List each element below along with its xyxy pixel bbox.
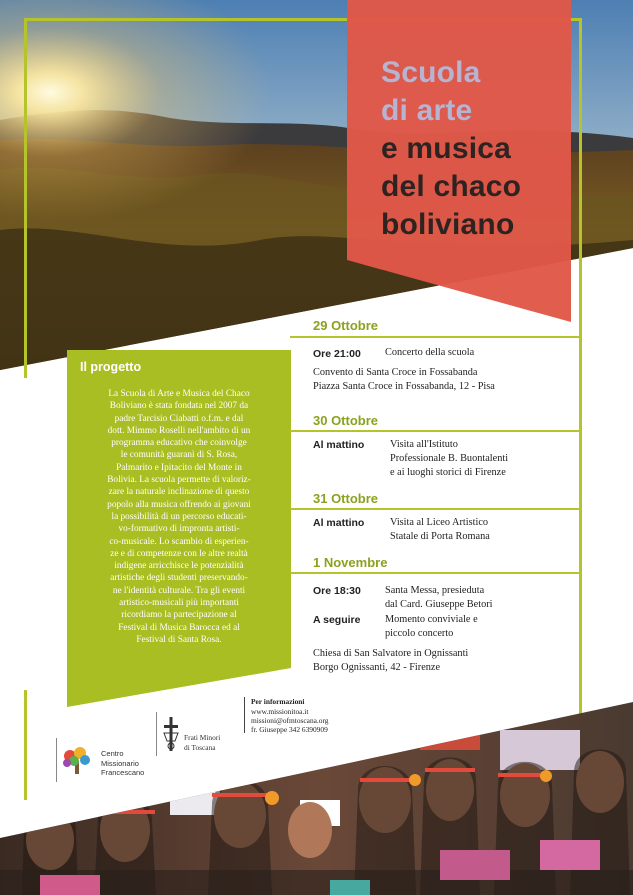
event-description-line-1: Visita all'Istituto: [390, 439, 458, 450]
event-description-line-2: dal Card. Giuseppe Betori: [385, 599, 493, 610]
event-time: Al mattino: [313, 517, 365, 529]
event-description-line-1: Santa Messa, presieduta: [385, 585, 485, 596]
event-description-line-2: Statale di Porta Romana: [390, 531, 490, 542]
title-line-4: del chaco: [381, 170, 522, 203]
date-rule: [290, 430, 580, 432]
event-time: Ore 18:30: [313, 585, 361, 597]
logo-divider: [56, 738, 57, 782]
cmf-tree-logo-icon: [62, 746, 92, 776]
frati-minori-emblem-icon: [162, 715, 180, 755]
cmf-logo-text: Centro Missionario Francescano: [101, 749, 145, 777]
title-line-1: Scuola: [381, 56, 481, 89]
logo-divider: [156, 712, 157, 756]
event-location-line-1: Convento di Santa Croce in Fossabanda: [313, 367, 478, 378]
event-description-line-3: e ai luoghi storici di Firenze: [390, 467, 506, 478]
event-location-line-2: Borgo Ognissanti, 42 - Firenze: [313, 662, 441, 673]
event-location-line-1: Chiesa di San Salvatore in Ognissanti: [313, 648, 469, 659]
event-description-line-1: Momento conviviale e: [385, 614, 478, 625]
frati-minori-logo-text: Frati Minori di Toscana: [184, 733, 221, 752]
date-30-ottobre: 30 Ottobre: [313, 413, 379, 428]
date-1-novembre: 1 Novembre: [313, 555, 388, 570]
event-description-line-1: Visita al Liceo Artistico: [390, 517, 489, 528]
event-description-line-2: Professionale B. Buontalenti: [390, 453, 509, 464]
date-29-ottobre: 29 Ottobre: [313, 318, 379, 333]
title-line-2: di arte: [381, 94, 473, 127]
title-line-3: e musica: [381, 132, 512, 165]
date-31-ottobre: 31 Ottobre: [313, 491, 379, 506]
event-time: Al mattino: [313, 439, 365, 451]
info-email[interactable]: missioni@ofmtoscana.org: [251, 716, 329, 725]
event-time: A seguire: [313, 614, 361, 626]
info-divider: [244, 697, 245, 733]
date-rule: [290, 572, 580, 574]
info-website[interactable]: www.missionitoa.it: [251, 707, 309, 716]
date-rule: [290, 336, 580, 338]
frame-left-line: [24, 18, 27, 378]
info-phone: fr. Giuseppe 342 6390909: [251, 725, 328, 734]
event-description-line-2: piccolo concerto: [385, 628, 454, 639]
project-heading: Il progetto: [80, 360, 142, 374]
event-time: Ore 21:00: [313, 348, 361, 360]
title-line-5: boliviano: [381, 208, 515, 241]
info-heading: Per informazioni: [251, 697, 305, 706]
date-rule: [290, 508, 580, 510]
frame-right-line: [579, 18, 582, 798]
event-location-line-2: Piazza Santa Croce in Fossabanda, 12 - Pisa: [313, 381, 495, 392]
event-description: Concerto della scuola: [385, 347, 475, 358]
project-description: La Scuola di Arte e Musica del Chaco Boliviano è stata fondata nel 2007 da padre Tarcisio Ciabatti o.f.m. e dal dott. Mimmo Roselli nell'ambito di un programma educativo che coinvolge le comunità guaranì di S. Rosa, Palmarito e Ipitacito del Monte in Bolivia. La scuola permette di valoriz- zare la naturale inclinazione di questo popolo alla musica offrendo ai giovani la possibilità di un percorso educati- vo-formativo di impronta artisti- co-musicale. Lo scambio di esperien- ze e di competenze con le altre realtà indigene arricchisce le potenzialità artistiche degli studenti preservando- ne l'identità culturale. Tra gli eventi artistico-musicali più importanti ricordiamo la partecipazione al Festival di Musica Barocca ed al Festival di Santa Rosa.: [107, 389, 251, 645]
